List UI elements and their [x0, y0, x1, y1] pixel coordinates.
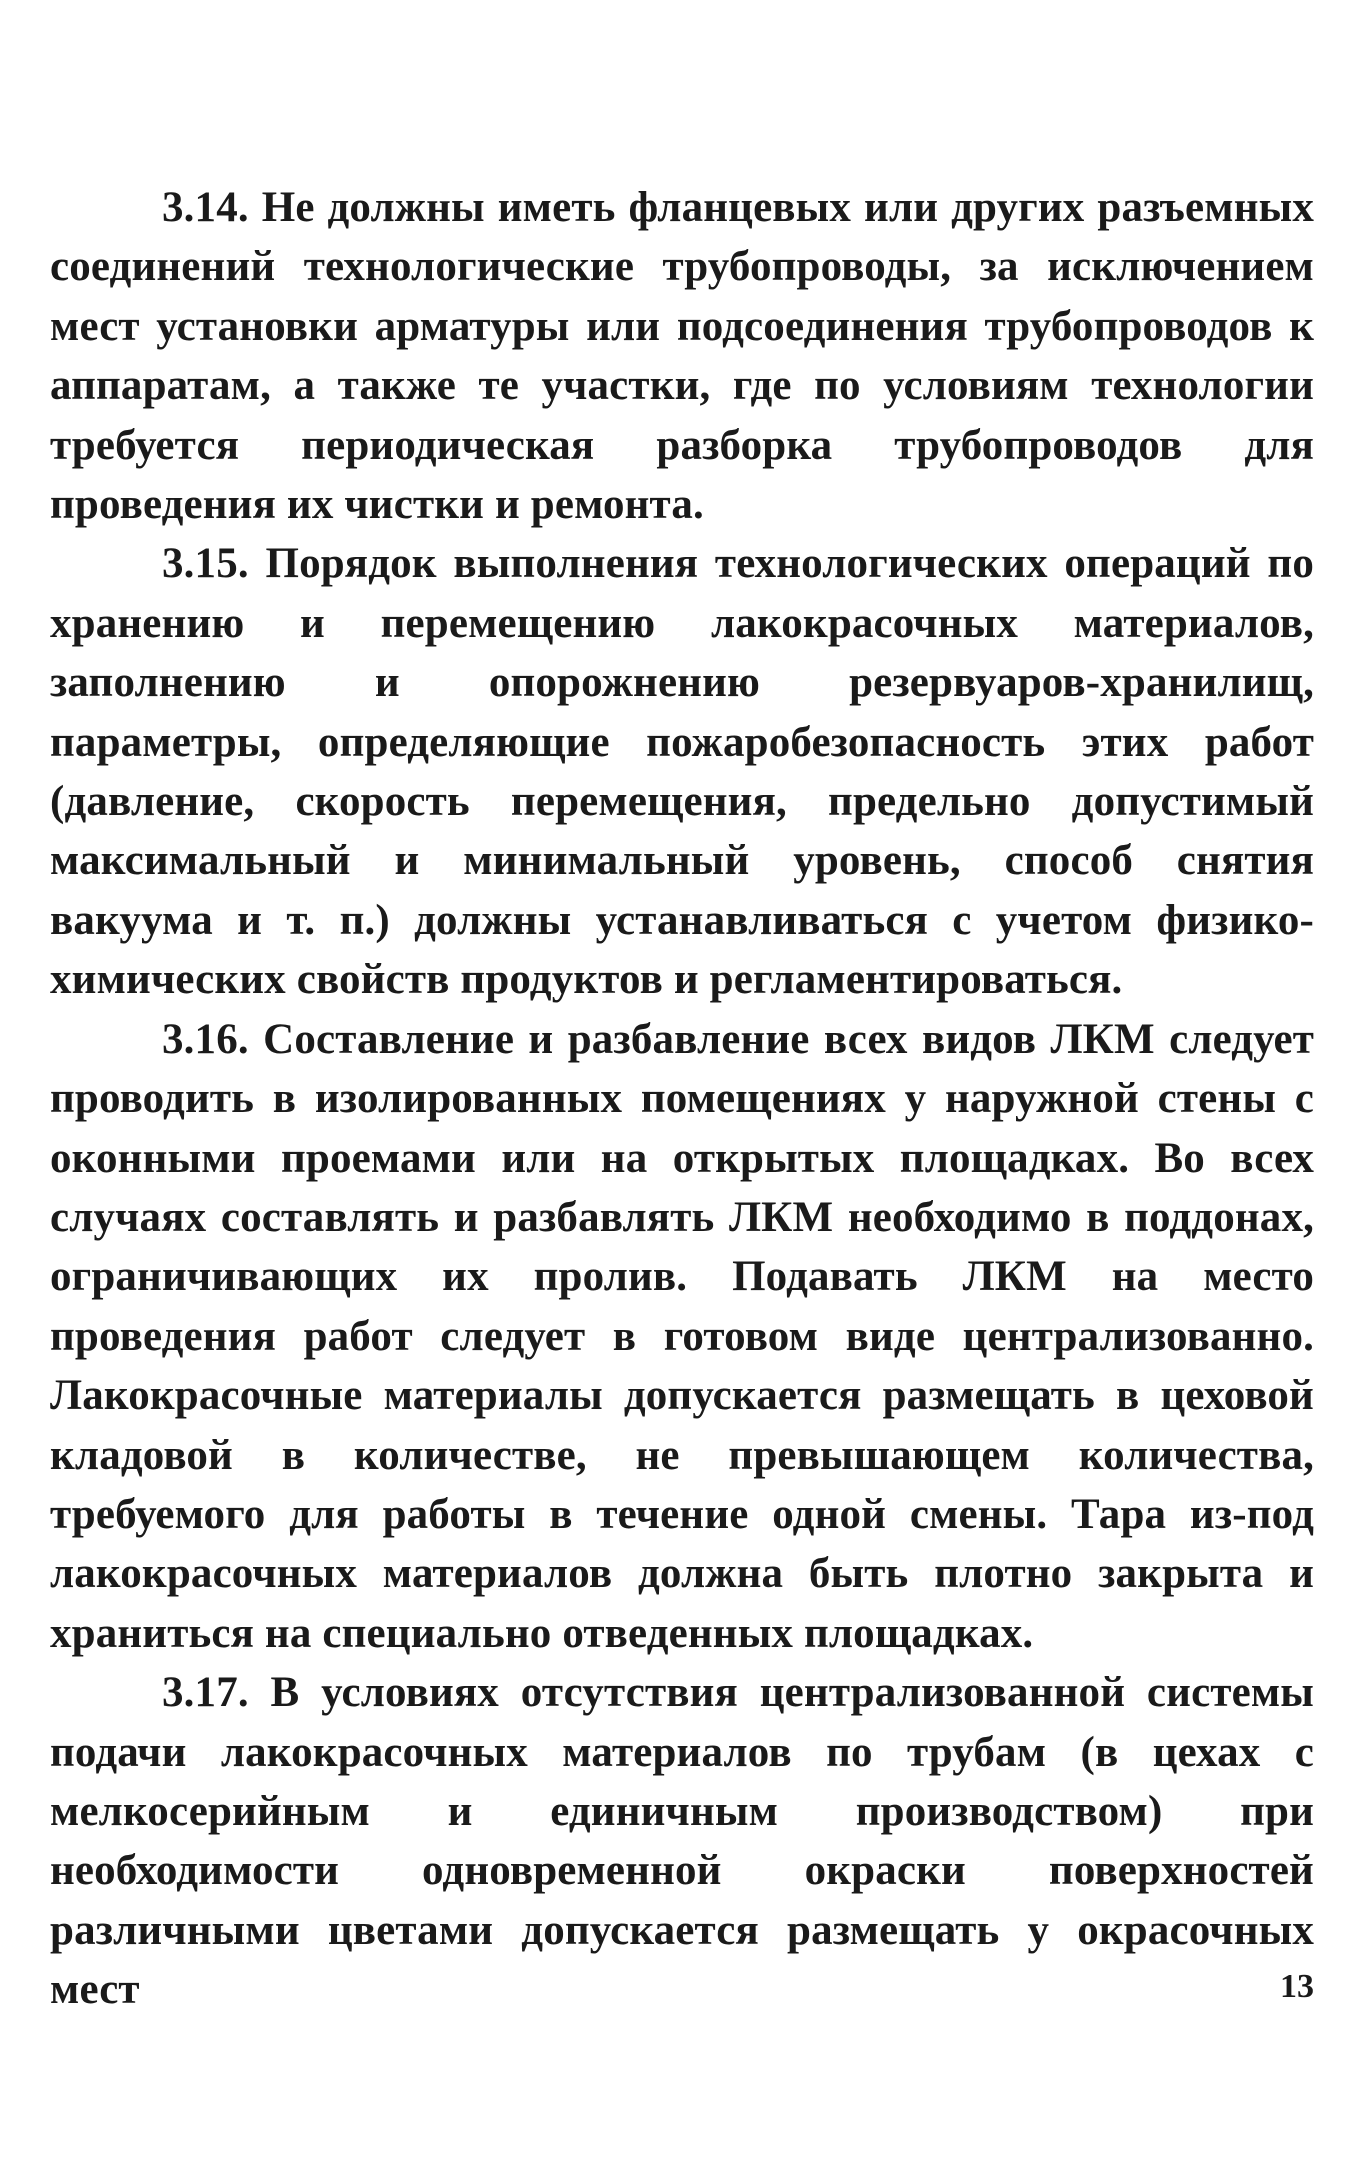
paragraph-3-17: 3.17. В условиях отсутствия централизованной системы подачи лакокрасочных материалов по трубам (в цехах с мелкосерийным и единичным производством) при необходимости одновременной окраски поверхностей различными цветами допускается размещать у окрасочных мест — [50, 1669, 1314, 2014]
paragraph-3-16: 3.16. Составление и разбавление всех видов ЛКМ следует проводить в изолированных помещениях у наружной стены с оконными проемами или на открытых площадках. Во всех случаях составлять и разбавлять ЛКМ необходимо в поддонах, ограничивающих их пролив. Подавать ЛКМ на место проведения работ следует в готовом виде централизованно. Лакокрасочные материалы допускается размещать в цеховой кладовой в количестве, не превышающем количества, требуемого для работы в течение одной смены. Тара из-под лакокрасочных материалов должна быть плотно закрыта и храниться на специально отведенных площадках. — [50, 1015, 1314, 1657]
body-text — [50, 178, 1314, 2020]
paragraph-3-15: 3.15. Порядок выполнения технологических операций по хранению и перемещению лакокрасочных материалов, заполнению и опорожнению резервуаров-хранилищ, параметры, определяющие пожаробезопасность этих работ (давление, скорость перемещения, предельно допустимый максимальный и минимальный уровень, способ снятия вакуума и т. п.) должны устанавливаться с учетом физико-химических свойств продуктов и регламентироваться. — [50, 540, 1314, 1004]
page-number: 13 — [1280, 1968, 1314, 2005]
paragraph-3-14: 3.14. Не должны иметь фланцевых или других разъемных соединений технологические трубопроводы, за исключением мест установки арматуры или подсоединения трубопроводов к аппаратам, а также те участки, где по условиям технологии требуется периодическая разборка трубопроводов для проведения их чистки и ремонта. — [50, 184, 1314, 529]
